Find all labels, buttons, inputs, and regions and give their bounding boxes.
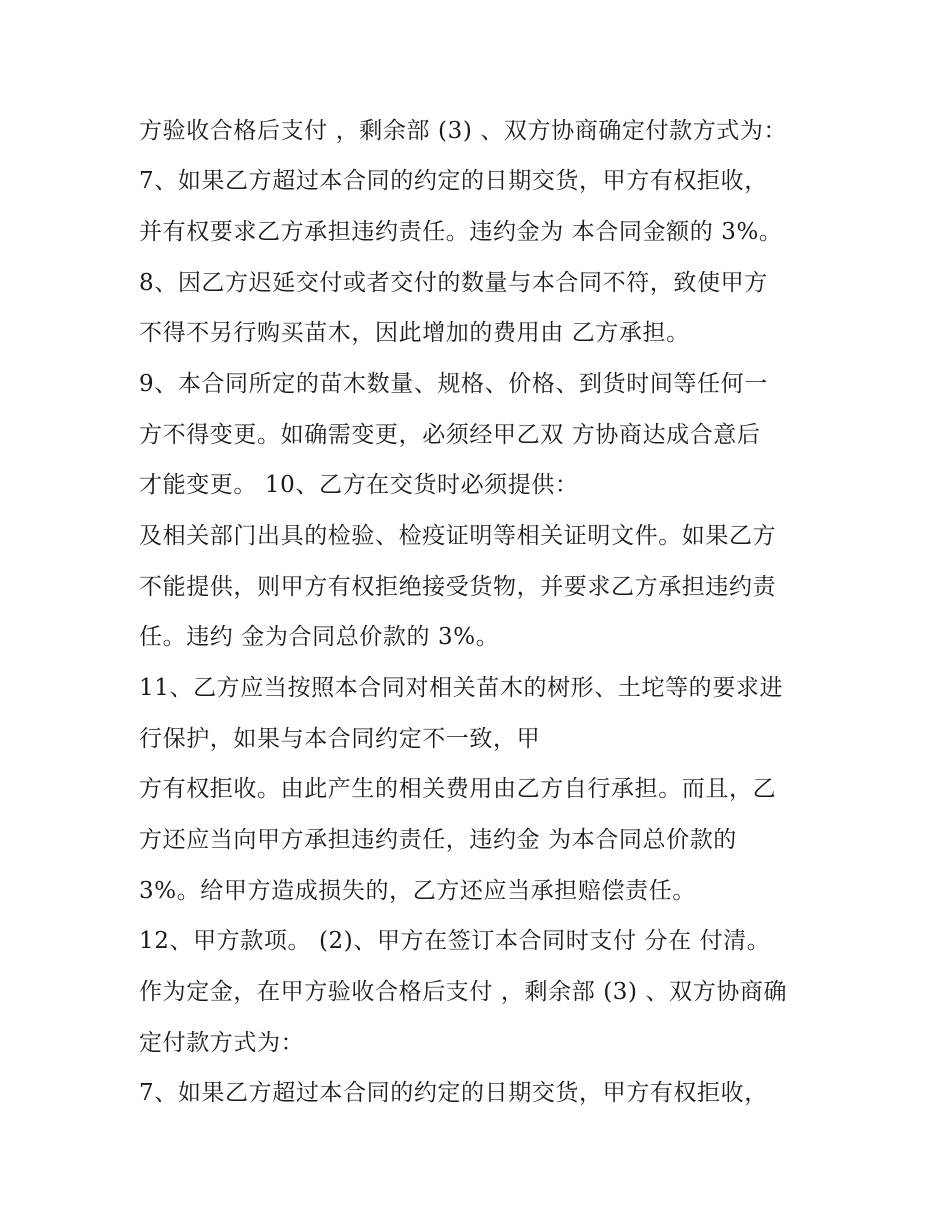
text-line-3: 并有权要求乙方承担违约责任。违约金为 本合同金额的 3%。: [139, 219, 783, 245]
text-line-2: 7、如果乙方超过本合同的约定的日期交货，甲方有权拒收，: [139, 168, 768, 194]
text-line-7: 方不得变更。如确需变更，必须经甲乙双 方协商达成合意后: [139, 422, 761, 448]
text-line-11: 任。违约 金为合同总价款的 3%。: [139, 624, 500, 650]
text-line-5: 不得不另行购买苗木，因此增加的费用由 乙方承担。: [139, 320, 690, 346]
text-line-9: 及相关部门出具的检验、检疫证明等相关证明文件。如果乙方: [139, 523, 777, 549]
text-line-20: 7、如果乙方超过本合同的约定的日期交货，甲方有权拒收，: [139, 1080, 768, 1106]
text-line-1: 方验收合格后支付 ，剩余部 (3) 、双方协商确定付款方式为：: [139, 118, 788, 144]
text-line-14: 方有权拒收。由此产生的相关费用由乙方自行承担。而且，乙: [139, 776, 777, 802]
text-line-8: 才能变更。 10、乙方在交货时必须提供：: [139, 472, 579, 498]
text-line-13: 行保护，如果与本合同约定不一致，甲: [139, 726, 541, 752]
text-line-16: 3%。给甲方造成损失的，乙方还应当承担赔偿责任。: [139, 878, 696, 904]
text-line-6: 9、本合同所定的苗木数量、规格、价格、到货时间等任何一: [139, 371, 768, 397]
text-line-19: 定付款方式为：: [139, 1030, 305, 1056]
text-line-15: 方还应当向甲方承担违约责任，违约金 为本合同总价款的: [139, 827, 737, 853]
text-line-4: 8、因乙方迟延交付或者交付的数量与本合同不符，致使甲方: [139, 270, 768, 296]
text-line-12: 11、乙方应当按照本合同对相关苗木的树形、土坨等的要求进: [139, 675, 784, 701]
text-line-18: 作为定金，在甲方验收合格后支付 ，剩余部 (3) 、双方协商确: [139, 979, 788, 1005]
text-line-10: 不能提供，则甲方有权拒绝接受货物，并要求乙方承担违约责: [139, 574, 777, 600]
text-line-17: 12、甲方款项。 (2)、甲方在签订本合同时支付 分在 付清。: [139, 928, 771, 954]
